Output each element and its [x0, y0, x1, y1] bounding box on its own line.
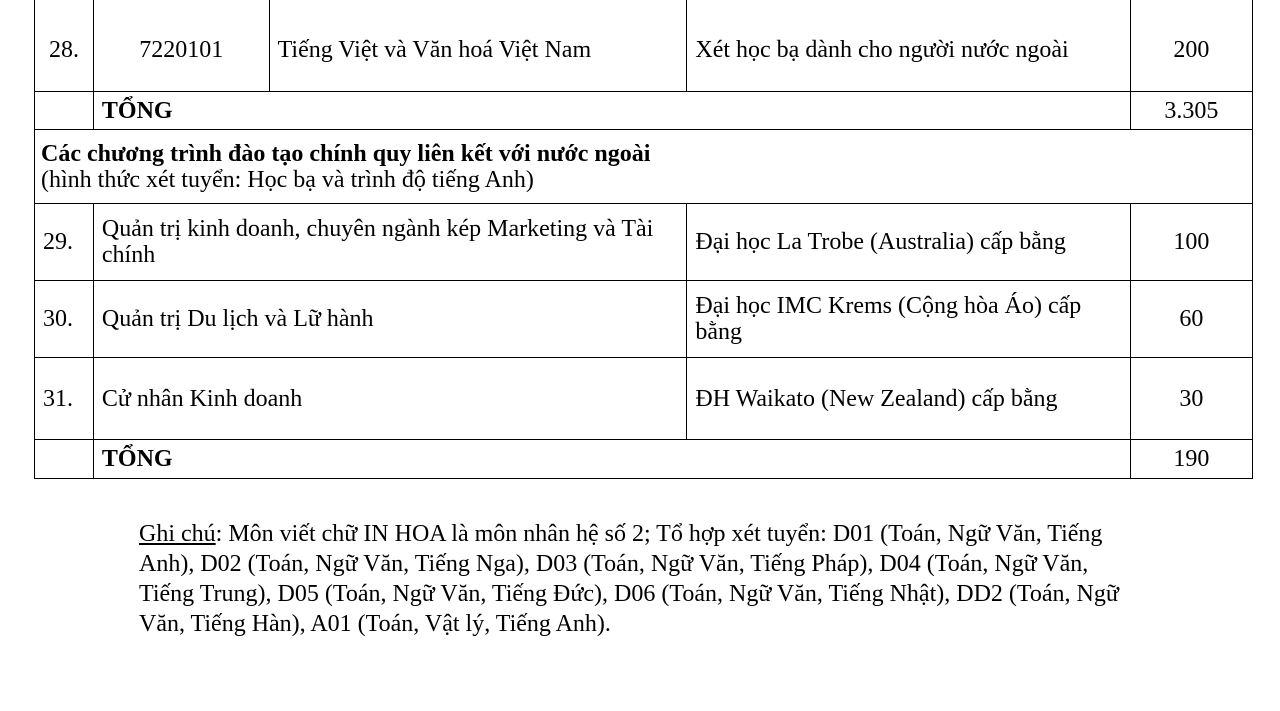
table-row	[35, 204, 1253, 281]
footnote-label: Ghi chú	[139, 521, 216, 547]
major-code: 7220101	[93, 0, 269, 92]
quota-value: 60	[1130, 281, 1252, 358]
quota-value: 100	[1130, 204, 1252, 281]
row-number: 28.	[35, 0, 94, 92]
empty-cell	[35, 440, 94, 479]
quota-value: 30	[1130, 358, 1252, 440]
total-label: TỔNG	[93, 92, 1130, 130]
program-name: Quản trị kinh doanh, chuyên ngành kép Marketing và Tài chính	[93, 204, 686, 281]
row-number: 31.	[35, 358, 94, 440]
footnote	[139, 519, 1139, 639]
section-header-row	[35, 130, 1253, 204]
empty-cell	[35, 92, 94, 130]
program-name: Cử nhân Kinh doanh	[93, 358, 686, 440]
table-row	[35, 281, 1253, 358]
row-number: 30.	[35, 281, 94, 358]
section-header	[35, 130, 1253, 204]
quota-value: 200	[1130, 0, 1252, 92]
table-row	[35, 358, 1253, 440]
section-title: Các chương trình đào tạo chính quy liên kết với nước ngoài	[41, 140, 651, 167]
total-row	[35, 92, 1253, 130]
total-value: 190	[1130, 440, 1252, 479]
table-row	[35, 0, 1253, 92]
degree-issuer: Đại học La Trobe (Australia) cấp bằng	[687, 204, 1130, 281]
major-name: Tiếng Việt và Văn hoá Việt Nam	[269, 0, 687, 92]
degree-issuer: ĐH Waikato (New Zealand) cấp bằng	[687, 358, 1130, 440]
total-row	[35, 440, 1253, 479]
program-name: Quản trị Du lịch và Lữ hành	[93, 281, 686, 358]
admission-method: Xét học bạ dành cho người nước ngoài	[687, 0, 1130, 92]
row-number: 29.	[35, 204, 94, 281]
footnote-text: : Môn viết chữ IN HOA là môn nhân hệ số 2; Tổ hợp xét tuyển: D01 (Toán, Ngữ Văn, Tiếng Anh), D02 (Toán, Ngữ Văn, Tiếng Nga), D03 (Toán, Ngữ Văn, Tiếng Pháp), D04 (Toán, Ngữ Văn, Tiếng Trung), D05 (Toán, Ngữ Văn, Tiếng Đức), D06 (Toán, Ngữ Văn, Tiếng Nhật), DD2 (Toán, Ngữ Văn, Tiếng Hàn), A01 (Toán, Vật lý, Tiếng Anh).	[139, 521, 1119, 637]
degree-issuer: Đại học IMC Krems (Cộng hòa Áo) cấp bằng	[687, 281, 1130, 358]
total-label: TỔNG	[93, 440, 1130, 479]
total-value: 3.305	[1130, 92, 1252, 130]
section-subtitle: (hình thức xét tuyển: Học bạ và trình độ tiếng Anh)	[41, 166, 534, 193]
admission-quota-table	[34, 0, 1253, 479]
